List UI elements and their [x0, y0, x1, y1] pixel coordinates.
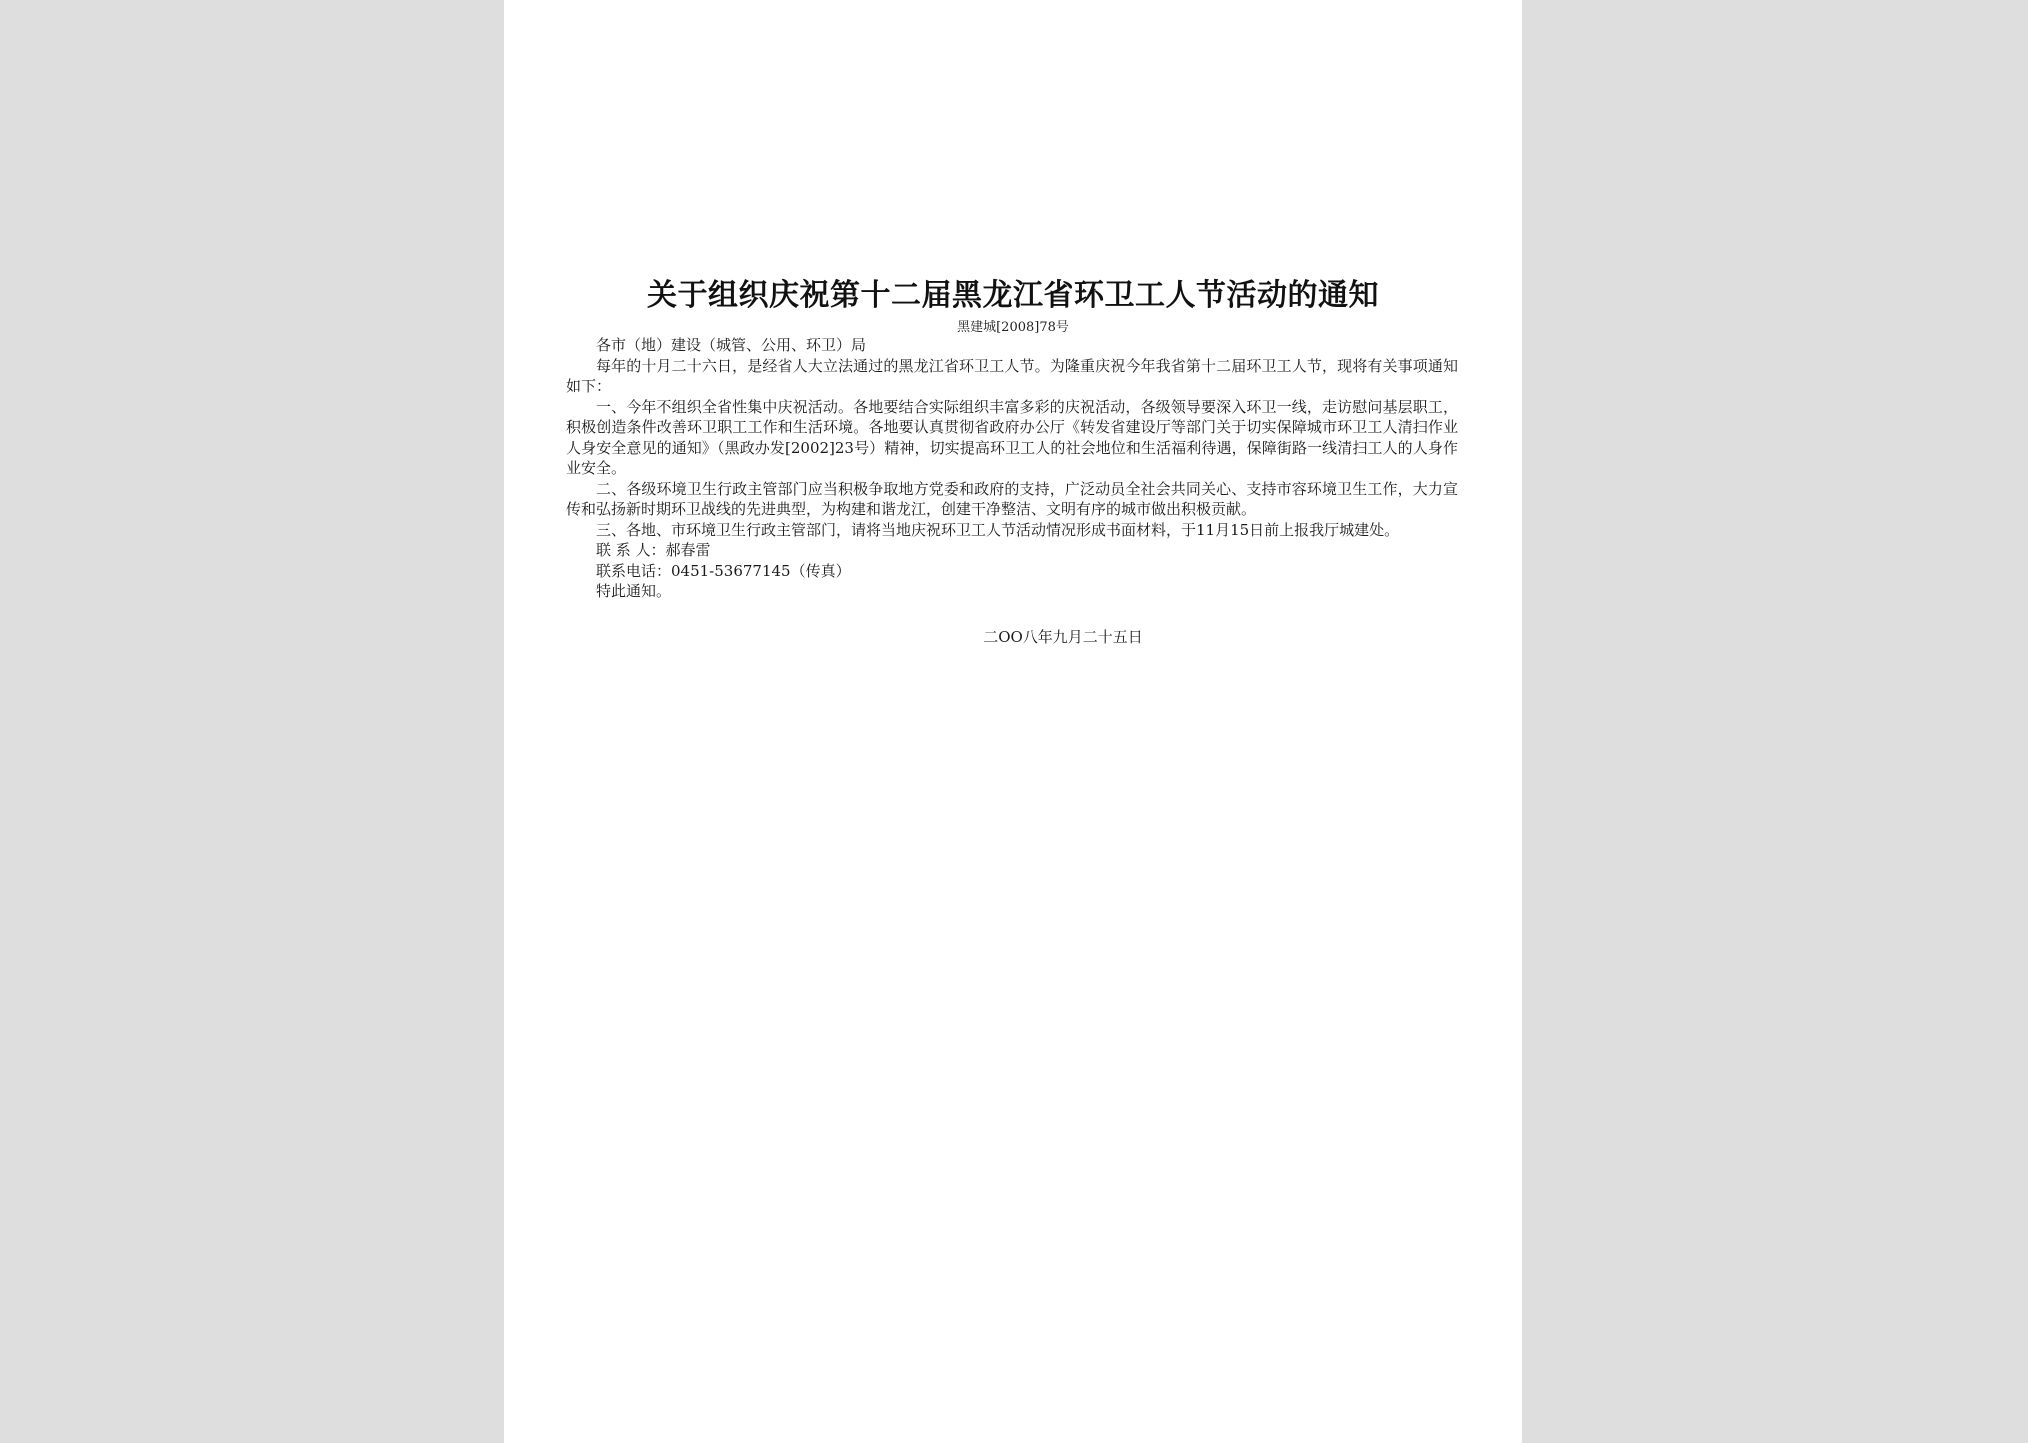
paragraph-intro: 每年的十月二十六日，是经省人大立法通过的黑龙江省环卫工人节。为隆重庆祝今年我省第十二届环卫工人节，现将有关事项通知如下：	[566, 356, 1458, 395]
closing-line: 特此通知。	[596, 582, 672, 600]
document-date: 二OO八年九月二十五日	[983, 628, 1143, 646]
contact-person: 联 系 人：郝春雷	[596, 541, 711, 559]
paragraph-item-3: 三、各地、市环境卫生行政主管部门，请将当地庆祝环卫工人节活动情况形成书面材料，于11月15日前上报我厅城建处。	[596, 520, 1400, 539]
contact-phone: 联系电话：0451-53677145（传真）	[596, 561, 851, 580]
document-number: 黑建城[2008]78号	[957, 320, 1069, 335]
paragraph-item-1: 一、今年不组织全省性集中庆祝活动。各地要结合实际组织丰富多彩的庆祝活动，各级领导要深入环卫一线，走访慰问基层职工，积极创造条件改善环卫职工工作和生活环境。各地要认真贯彻省政府办公厅《转发省建设厅等部门关于切实保障城市环卫工人清扫作业人身安全意见的通知》（黑政办发[2002]23号）精神，切实提高环卫工人的社会地位和生活福利待遇，保障街路一线清扫工人的人身作业安全。	[566, 397, 1458, 477]
paragraph-item-2: 二、各级环境卫生行政主管部门应当积极争取地方党委和政府的支持，广泛动员全社会共同关心、支持市容环境卫生工作，大力宣传和弘扬新时期环卫战线的先进典型，为构建和谐龙江，创建干净整洁、文明有序的城市做出积极贡献。	[566, 479, 1458, 518]
document-body	[566, 335, 1458, 602]
addressee: 各市（地）建设（城管、公用、环卫）局	[596, 336, 867, 354]
document-title: 关于组织庆祝第十二届黑龙江省环卫工人节活动的通知	[647, 278, 1379, 313]
document-page	[504, 0, 1522, 1443]
